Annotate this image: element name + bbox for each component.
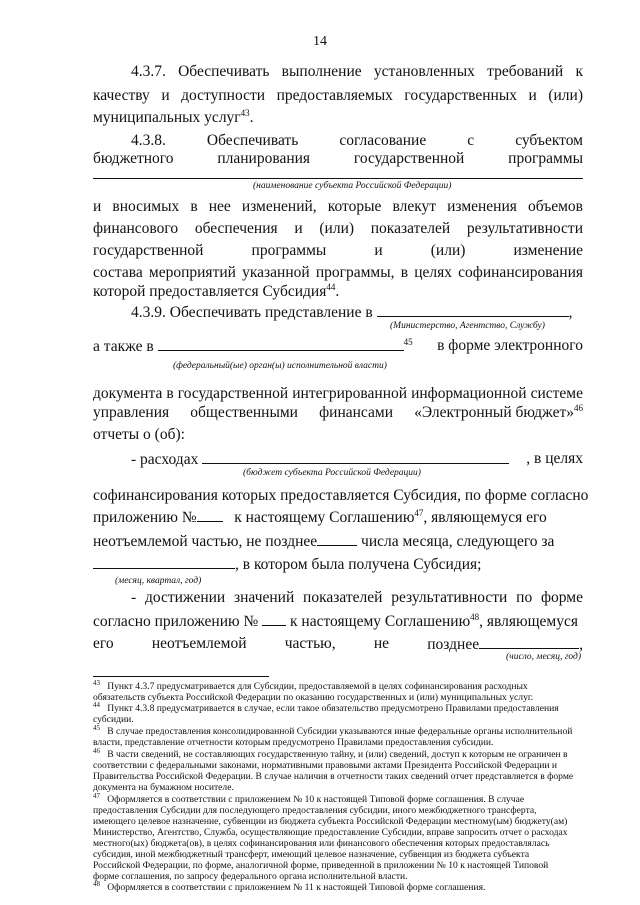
footnote-46: $^{46}$ В части сведений, не составляющих государственную тайну, и (или) сведений, доступ к которым не ограничен в (93, 746, 568, 760)
footnote-44: $^{44}$ Пункт 4.3.8 предусматривается в случае, если такое обязательство предусмотрено Правилами предоставления (93, 700, 559, 714)
expenses-line4: неотъемлемой частью, не позднее числа месяца, следующего за (93, 533, 555, 550)
p437-line1: 4.3.7. Обеспечивать выполнение установленных требований к (131, 63, 583, 80)
expenses-line3: приложению № к настоящему Соглашению$^{47}$, являющемуся его (93, 507, 547, 526)
expenses-line2: софинансирования которых предоставляется Субсидия, по форме согласно (93, 487, 589, 504)
p438-line6: состава мероприятий указанной программы, в целях софинансирования (93, 264, 583, 281)
footnote-ref-46: 46 (573, 402, 583, 413)
day-blank (317, 531, 357, 546)
footnote-43-cont: обязательств субъекта Российской Федерации по оказанию государственных и (или) муниципальных услуг. (93, 692, 534, 703)
ministry-blank (377, 302, 569, 317)
p438-line2: бюджетного планирования государственной программы (93, 150, 583, 167)
footnote-47-cont1: предоставления Субсидии для последующего предоставления субсидии, иного межбюджетного трансферта, (93, 805, 537, 816)
p437-line2: качеству и доступности предоставляемых государственных и (или) (93, 87, 583, 104)
federal-organ-blank (158, 336, 404, 351)
expenses-line1: - расходах , в целях (131, 450, 583, 468)
footnote-47-cont3: Министерство, Агентство, Служба, осуществляющие предоставление Субсидии, вправе запросить отчет о расходах (93, 827, 568, 838)
region-caption: (наименование субъекта Российской Федерации) (253, 181, 452, 191)
footnote-ref-43: 43 (240, 107, 250, 118)
region-blank-line (93, 178, 583, 179)
footnote-43: $^{43}$ Пункт 4.3.7 предусматривается для Субсидии, предоставляемой в целях софинансирования расходных (93, 678, 528, 692)
period-caption: (месяц, квартал, год) (115, 576, 202, 586)
ministry-caption: (Министерство, Агентство, Службу) (390, 321, 545, 331)
indicators-line1: - достижении значений показателей результативности по форме (131, 589, 583, 606)
p439-line3: документа в государственной интегрированной информационной системе (93, 385, 583, 402)
footnote-47-cont5: субсидия, иной межбюджетный трансферт, имеющий целевое назначение, субвенция из бюджета субъекта (93, 849, 530, 860)
footnote-48: $^{48}$ Оформляется в соответствии с приложением № 11 к настоящей Типовой форме соглашения. (93, 879, 486, 893)
p438-line4: финансового обеспечения и (или) показателей результативности (93, 220, 583, 237)
footnote-separator (93, 676, 269, 677)
expenses-line5: , в котором была получена Субсидия; (93, 554, 583, 574)
footnote-46-cont2: Правительства Российской Федерации. В случае наличия в отчетности таких сведений отчет представляется в форме (93, 771, 574, 782)
p438-line7: которой предоставляется Субсидия$^{44}$. (93, 281, 340, 300)
p438-line5: государственной программы и (или) изменение (93, 242, 583, 259)
footnote-47: $^{47}$ Оформляется в соответствии с приложением № 10 к настоящей Типовой форме соглашения. В случае (93, 791, 525, 805)
deadline-blank (479, 634, 579, 649)
footnote-47-cont2: имеющего целевое назначение, субвенции из бюджета субъекта Российской Федерации местному(ым) бюджету(ам) (93, 816, 568, 827)
p439-line1: 4.3.9. Обеспечивать представление в , (131, 304, 573, 321)
footnote-ref-45: 45 (403, 336, 413, 347)
appendix-number-blank (197, 507, 223, 522)
indicators-line3: его неотъемлемой частью, не позднее , (93, 635, 583, 653)
footnote-44-cont: субсидии. (93, 714, 134, 725)
p439-line5: отчеты о (об): (93, 426, 185, 443)
footnote-ref-47: 47 (414, 507, 424, 518)
deadline-caption: (число, месяц, год) (506, 652, 582, 662)
indicators-line2: согласно приложению № к настоящему Соглашению$^{48}$, являющемуся (93, 611, 578, 630)
indicators-appendix-blank (262, 611, 286, 626)
footnote-47-cont6: Российской Федерации, по форме, аналогичной форме, приведенной в приложении № 10 к настоящей Типовой (93, 860, 549, 871)
p439-line2-end: в форме электронного (437, 337, 583, 354)
footnote-45-cont: власти, представление отчетности которым предусмотрено Правилами предоставления субсидии. (93, 737, 494, 748)
footnote-46-cont1: соответствии с федеральными законами, нормативными правовыми актами Президента Российской Федерации и (93, 760, 558, 771)
p439-line4: управления общественными финансами «Электронный бюджет»$^{46}$ (93, 402, 583, 421)
footnote-45: $^{45}$ В случае предоставления консолидированной Субсидии указываются иные федеральные органы исполнительной (93, 723, 573, 737)
footnote-ref-48: 48 (470, 611, 480, 622)
p439-line2: а также в $^{45}$ в форме электронного (93, 336, 583, 355)
period-blank (93, 554, 235, 569)
p437-line3: муниципальных услуг$^{43}$. (93, 107, 254, 126)
p438-line3: и вносимых в нее изменений, которые влекут изменения объемов (93, 198, 583, 215)
budget-caption: (бюджет субъекта Российской Федерации) (243, 468, 421, 478)
budget-blank (202, 449, 509, 464)
footnote-47-cont7: форме соглашения, по запросу федерального органа исполнительной власти. (93, 871, 408, 882)
page-number: 14 (313, 34, 327, 49)
footnote-46-cont3: документа на бумажном носителе. (93, 782, 234, 793)
expenses-line1-end: , в целях (526, 450, 583, 467)
footnote-ref-44: 44 (326, 281, 336, 292)
federal-organ-caption: (федеральный(ые) орган(ы) исполнительной власти) (173, 361, 387, 371)
footnote-47-cont4: местного(ых) бюджета(ов), в целях софинансирования или финансового обеспечения которых предоставлялась (93, 838, 550, 849)
p438-line1: 4.3.8. Обеспечивать согласование с субъектом (131, 132, 583, 149)
